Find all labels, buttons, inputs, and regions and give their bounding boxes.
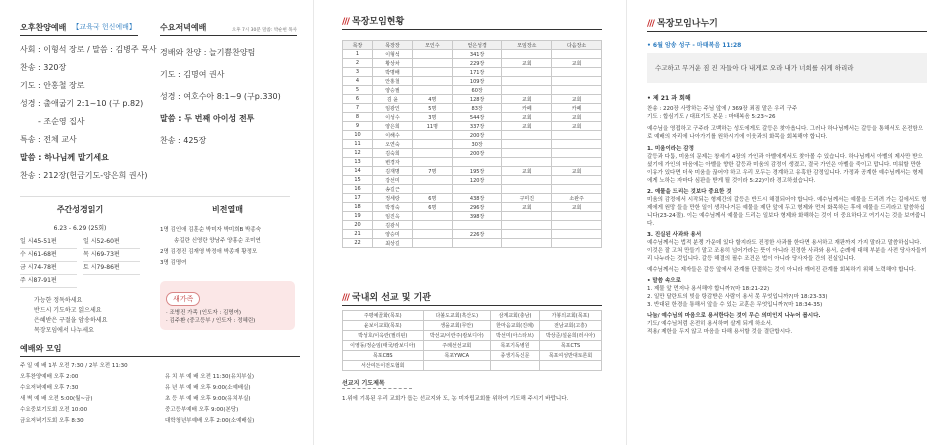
table-cell: 카페 [502, 104, 552, 113]
table-cell: 교회 [502, 122, 552, 131]
mission-cell: 주평예골화(목포) [343, 311, 424, 321]
table-row [343, 158, 602, 167]
table-cell [502, 239, 552, 248]
table-cell: 양승미 [373, 230, 413, 239]
bible-note: 가능한 정독하세요 [34, 297, 83, 304]
vision-fruit [160, 204, 295, 330]
table-cell: 4명 [412, 95, 452, 104]
table-cell: 김재명 [373, 167, 413, 176]
mission-row [343, 341, 602, 351]
mission-cell: 서산여든이전도협회 [343, 361, 424, 371]
bible-row: 금 시74-78편 [20, 262, 77, 275]
table-cell: 교회 [552, 167, 602, 176]
table-cell: 13 [343, 158, 373, 167]
bible-row: 토 시79-86편 [83, 262, 140, 275]
divider [20, 196, 290, 197]
mission-cell: 윤보이교회(목포) [343, 321, 424, 331]
cell-status-table [342, 40, 602, 248]
sharing-title [647, 16, 927, 32]
table-cell: 교회 [552, 95, 602, 104]
bible-row: 일 시52-60편 [83, 236, 140, 249]
point-title: 1. 미움이라는 감정 [647, 146, 694, 152]
newcomer-title: 새가족 [166, 292, 200, 306]
vision-line: 송길란 신영란 양남주 양홍순 조미연 [174, 238, 261, 244]
mission-cell [491, 361, 540, 371]
table-row [343, 176, 602, 185]
mission-cell: 생을교회(무안) [423, 321, 491, 331]
table-row [343, 194, 602, 203]
bible-row: 일 시45-51편 [20, 236, 77, 249]
table-cell [552, 50, 602, 59]
newcomer-box [160, 281, 295, 330]
table-cell: 15 [343, 176, 373, 185]
table-cell: 11 [343, 140, 373, 149]
table-cell [552, 185, 602, 194]
table-cell [412, 59, 452, 68]
title-stripes-icon: /// [647, 19, 654, 29]
prayer-section [342, 378, 602, 403]
mission-cell: 박선교/이란주(캄보디아) [423, 331, 491, 341]
table-cell [502, 140, 552, 149]
afternoon-service-tag: 【교육국 헌신예배】 [72, 23, 136, 31]
table-cell [412, 131, 452, 140]
table-cell [502, 212, 552, 221]
table-cell: 6명 [412, 194, 452, 203]
mission-cell: 전남교회(고흥) [540, 321, 602, 331]
table-cell: 17 [343, 194, 373, 203]
table-cell: 18 [343, 203, 373, 212]
table-cell [552, 176, 602, 185]
bible-note: 목장모임에서 나누세요 [34, 327, 94, 334]
mission-table [342, 310, 602, 371]
worship-schedule [20, 343, 300, 427]
table-cell [412, 140, 452, 149]
bible-reading-title: 주간성경읽기 [56, 205, 104, 214]
mission-cell: 목포CBS [343, 351, 424, 361]
table-cell: 9 [343, 122, 373, 131]
am-line: 찬송 : 212장(헌금기도-양은희 권사) [20, 171, 148, 180]
wednesday-service-title: 수요저녁예배 [160, 23, 207, 32]
table-cell [552, 77, 602, 86]
newcomer-line: · 김주환 (중고등부 / 인도자 : 정혜린) [166, 318, 256, 324]
col-header: 목장 [343, 41, 373, 50]
mission-row [343, 331, 602, 341]
worship-item: 유 년 부 예 배 오후 9:00(소예배실) [165, 385, 251, 391]
table-cell: 이해수 [373, 131, 413, 140]
table-cell: 11명 [412, 122, 452, 131]
table-cell: 83장 [452, 104, 502, 113]
table-cell [552, 131, 602, 140]
talk-item: 1. 제물 앞 먼저나 용서해야 합니까?(마 18:21-22) [647, 286, 770, 292]
table-cell [412, 149, 452, 158]
vision-line: 2명 김경진 김재영 박정애 박종재 황정모 [160, 249, 258, 255]
table-cell [452, 221, 502, 230]
table-cell: 카페 [552, 104, 602, 113]
table-cell [502, 131, 552, 140]
table-row [343, 221, 602, 230]
am-line: - 조순영 집사 [38, 117, 85, 126]
worship-item: 수요저녁예배 오후 7:30 [20, 385, 79, 391]
bible-note: 반드시 기도하고 읽으세요 [34, 307, 102, 314]
table-row [343, 203, 602, 212]
table-row [343, 59, 602, 68]
table-cell: 교회 [502, 113, 552, 122]
mission-title-text: 국내외 선교 및 기관 [352, 293, 431, 303]
worship-item: 대학청년부예배 오후 2:00(소예배실) [165, 418, 255, 424]
table-cell: 박정숙 [373, 203, 413, 212]
mission-cell: 종생기독신문 [491, 351, 540, 361]
wednesday-service [160, 22, 297, 152]
table-cell: 이성수 [373, 113, 413, 122]
table-row [343, 167, 602, 176]
table-cell: 4 [343, 77, 373, 86]
talk-item: 3. 반대된 한경을 통해서 앞을 수 있는 교훈은 무엇입니까?(마 18:34-35) [647, 302, 823, 308]
table-cell: 양은희 [373, 122, 413, 131]
mission-cell: 삼계교회(충남) [491, 311, 540, 321]
bible-note: 은혜받은 구절을 암송하세요 [34, 317, 108, 324]
table-cell: 21 [343, 230, 373, 239]
table-cell: 195장 [452, 167, 502, 176]
table-cell [412, 185, 452, 194]
table-cell: 337장 [452, 122, 502, 131]
table-cell: 황상차 [373, 59, 413, 68]
table-cell [412, 176, 452, 185]
mission-cell: 박상준/설윤희(러시아) [540, 331, 602, 341]
ref-line: 기도 : 합심기도 / 대표기도 본문 : 마태복음 5:23~26 [647, 114, 776, 120]
table-cell [552, 230, 602, 239]
title-stripes-icon: /// [342, 293, 349, 303]
table-cell: 438장 [452, 194, 502, 203]
wed-line: 성경 : 여호수아 8:1~9 (구p.330) [160, 92, 281, 101]
table-cell: 소완주 [552, 194, 602, 203]
wed-line: 말씀 : 두 번째 아이성 전투 [160, 114, 255, 123]
point-paragraph: 예수님께서는 제자들은 갈등 앞에서 관계를 단절하는 것이 아니라 깨어진 관계를 회복하기 위해 노력해야 합니다. [647, 267, 916, 273]
table-cell [502, 149, 552, 158]
table-cell: 200장 [452, 131, 502, 140]
cell-status-title [342, 14, 602, 30]
table-cell [552, 212, 602, 221]
newcomer-line: · 조병진 가족 (인도자 : 김명여) [166, 310, 242, 316]
table-cell: 6명 [412, 203, 452, 212]
table-cell: 2 [343, 59, 373, 68]
table-cell [502, 185, 552, 194]
table-cell: 398장 [452, 212, 502, 221]
table-cell [552, 158, 602, 167]
table-cell: 109장 [452, 77, 502, 86]
table-cell: 강선미 [373, 176, 413, 185]
table-row [343, 77, 602, 86]
am-line: 성경 : 출애굽기 2:1~10 (구 p.82) [20, 99, 144, 108]
col-header: 모인수 [412, 41, 452, 50]
am-line: 찬송 : 320장 [20, 63, 67, 72]
table-cell: 226장 [452, 230, 502, 239]
table-cell: 7 [343, 104, 373, 113]
col-header: 얻은성경 [452, 41, 502, 50]
table-cell: 10 [343, 131, 373, 140]
mission-row [343, 311, 602, 321]
bible-row: 목 시69-73편 [83, 249, 140, 262]
table-cell: 6 [343, 95, 373, 104]
wednesday-service-note: 오후 7시 30분 말씀: 박순현 목사 [231, 28, 297, 33]
point-title: 3. 진실된 사과와 용서 [647, 232, 702, 238]
memory-verse: 수고하고 무거운 짐 진 자들아 다 내게로 오라 내가 너희를 쉬게 하리라 [647, 53, 927, 83]
table-cell [552, 68, 602, 77]
table-cell: 60장 [452, 86, 502, 95]
table-cell: 22 [343, 239, 373, 248]
table-row [343, 212, 602, 221]
share-item: 나눔/ 예수님의 마음으로 용서한다는 것이 무슨 의미인지 나누어 봅시다. [647, 313, 821, 319]
mission-cell: 다볼도교회(흑산도) [423, 311, 491, 321]
verse-ref: • 6월 암송 성구 - 마태복음 11:28 [647, 42, 742, 49]
worship-item: 금요저녁기도회 오후 8:30 [20, 418, 84, 424]
vision-line: 1명 김인애 김훈순 박미자 박미희B 박종숙 [160, 227, 262, 233]
mission-cell: 가봉의교회(목포) [540, 311, 602, 321]
table-cell: 12 [343, 149, 373, 158]
table-cell [552, 149, 602, 158]
table-cell: 341장 [452, 50, 502, 59]
right-column [626, 0, 940, 445]
table-cell: 김광식 [373, 221, 413, 230]
table-row [343, 131, 602, 140]
table-cell: 변경자 [373, 158, 413, 167]
wed-line: 찬송 : 425장 [160, 136, 207, 145]
mission-cell [540, 361, 602, 371]
table-cell [412, 86, 452, 95]
mission-cell: 박성호/이옥란(필리핀) [343, 331, 424, 341]
am-line: 사회 : 이형석 장로 / 말씀 : 김병주 목사 [20, 45, 157, 54]
table-cell: 교회 [502, 203, 552, 212]
bible-reading-range: 6.23 - 6.29 (25회) [53, 225, 107, 232]
table-cell [502, 221, 552, 230]
table-cell: 교회 [502, 167, 552, 176]
table-cell [502, 68, 552, 77]
am-line: 기도 : 안홍철 장로 [20, 81, 85, 90]
point-title: 2. 예물을 드리는 것보다 중요한 것 [647, 189, 732, 195]
left-column [0, 0, 313, 445]
share-item: 적용/ 제한을 두지 않고 마음을 다해 용서할 것을 결단합시다. [647, 329, 793, 335]
table-cell [502, 77, 552, 86]
sharing-title-text: 목장모임나누기 [657, 19, 718, 29]
wed-line: 기도 : 김명여 권사 [160, 70, 225, 79]
table-row [343, 230, 602, 239]
table-cell [502, 86, 552, 95]
table-cell: 구미진 [502, 194, 552, 203]
table-cell: 3명 [412, 113, 452, 122]
table-row [343, 122, 602, 131]
mission-row [343, 321, 602, 331]
bible-row: 주 시87-91편 [20, 275, 77, 288]
bible-reading [20, 204, 140, 336]
afternoon-service [20, 22, 157, 185]
table-cell: 3 [343, 68, 373, 77]
table-cell [412, 221, 452, 230]
bible-row: 수 시61-68편 [20, 249, 77, 262]
table-cell: 7명 [412, 167, 452, 176]
prayer-title: 선교지 기도제목 [342, 378, 412, 389]
table-cell [552, 86, 602, 95]
table-cell [552, 239, 602, 248]
table-cell [412, 50, 452, 59]
table-cell: 교회 [552, 59, 602, 68]
title-stripes-icon: /// [342, 17, 349, 27]
table-row [343, 95, 602, 104]
col-header: 목장장 [373, 41, 413, 50]
table-cell: 30장 [452, 140, 502, 149]
mission-cell [423, 361, 491, 371]
table-row [343, 104, 602, 113]
table-cell: 박명배 [373, 68, 413, 77]
table-cell: 교회 [502, 59, 552, 68]
table-cell: 송길근 [373, 185, 413, 194]
col-header: 모임장소 [502, 41, 552, 50]
worship-item: 오후찬양예배 오후 2:00 [20, 374, 79, 380]
table-cell: 교회 [552, 113, 602, 122]
table-cell: 임진옥 [373, 212, 413, 221]
table-cell: 20 [343, 221, 373, 230]
mission-cell: 이영동/정순임(태국/캄보디아) [343, 341, 424, 351]
table-cell: 교회 [502, 95, 552, 104]
table-cell: 정세랑 [373, 194, 413, 203]
lesson-title: • 제 21 과 회해 [647, 95, 691, 102]
table-row [343, 86, 602, 95]
table-cell: 최상길 [373, 239, 413, 248]
prayer-text: 1.위에 기록된 우리 교회가 돕는 선교지와 도, 농 미자립교회를 위하여 기도해 주시기 바랍니다. [342, 396, 569, 402]
table-row [343, 239, 602, 248]
table-row [343, 149, 602, 158]
col-header: 다음장소 [552, 41, 602, 50]
worship-item: 중고등부예배 오후 9:00(본당) [165, 407, 239, 413]
worship-item: 유 치 부 예 배 오전 11:30(유치부실) [165, 374, 255, 380]
table-cell [412, 239, 452, 248]
table-cell: 296장 [452, 203, 502, 212]
table-cell: 양승필 [373, 86, 413, 95]
table-cell: 김 윤 [373, 95, 413, 104]
worship-title: 예배와 모임 [20, 343, 300, 357]
table-cell: 19 [343, 212, 373, 221]
intro-paragraph: 예수님을 영접하고 구주라 고백하는 성도에게도 갈등은 찾아옵니다. 그러나 하나님께서는 갈등을 통해서도 온전함으로 예배의 자리에 나아가기를 원하시기에 이웃과의 화목을 회복해야 합니다. [647, 126, 924, 140]
table-cell: 8 [343, 113, 373, 122]
table-cell [412, 158, 452, 167]
point-paragraph: 예수님께서는 법적 분쟁 가운데 있다 할지라도 진정한 사과를 한다면 용서하고 재판까지 가지 말라고 말씀하십니다. 이것은 잘 고쳐 만들기 말고 조용히 넘어가라는 뜻이 아니라 진정한 사과와 용서, 순례에 대해 부분을 사전 당사자들끼리 나누라는 것입니다. 갈등 해결의 필수 조건은 법이 아니라 당사자들 간의 진실입니다. [647, 240, 927, 262]
table-cell: 544장 [452, 113, 502, 122]
mission-cell: 주례선선교회 [423, 341, 491, 351]
table-row [343, 185, 602, 194]
worship-item: 새 벽 예 배 오전 5:00(월~금) [20, 396, 93, 402]
hymn-line: 찬송 : 220장 사랑하는 주님 앞에 / 369장 죄짐 맡은 우리 구주 [647, 106, 798, 112]
table-cell: 5 [343, 86, 373, 95]
table-cell [452, 185, 502, 194]
worship-item: 주 일 예 배 1부 오전 7:30 / 2부 오전 11:30 [20, 363, 128, 369]
table-cell [502, 230, 552, 239]
mission-row [343, 361, 602, 371]
afternoon-service-title: 오후찬양예배 [20, 23, 67, 32]
table-cell: 교회 [552, 122, 602, 131]
table-cell: 120장 [452, 176, 502, 185]
mission-cell: 목포YWCA [423, 351, 491, 361]
table-row [343, 68, 602, 77]
table-cell [502, 158, 552, 167]
worship-item: 수요중보기도회 오전 10:00 [20, 407, 88, 413]
table-cell [552, 140, 602, 149]
table-cell: 김숙희 [373, 149, 413, 158]
table-cell: 이형석 [373, 50, 413, 59]
am-line: 말씀 : 하나님께 맡기세요 [20, 153, 109, 162]
mission-title [342, 290, 602, 306]
worship-item: 초 등 부 예 배 오후 9:00(유치부실) [165, 396, 251, 402]
table-cell: 5명 [412, 104, 452, 113]
mission-cell: 박선미(아스타브) [491, 331, 540, 341]
table-cell [412, 212, 452, 221]
table-cell: 교회 [552, 203, 602, 212]
table-row [343, 140, 602, 149]
mission-cell: 한마음교회(진례) [491, 321, 540, 331]
cell-status-title-text: 목장모임현황 [352, 17, 405, 27]
table-row [343, 113, 602, 122]
middle-column [313, 0, 626, 445]
talk-item: 2. 일만 달란트의 빚을 탕감받은 사람이 용서 못 무엇입니까?(마 18:23-33) [647, 294, 828, 300]
talk-title: • 말씀 속으로 [647, 278, 681, 284]
table-cell [452, 158, 502, 167]
point-paragraph: 미움의 감정에서 시작되는 형제간의 갈등은 반드시 해결되어야 합니다. 예수님께서는 예물을 드리려 가는 길에서도 형제에게 원망 들을 만한 일이 생각나거든 예물을 제단 앞에 두고 형제와 먼저 화목하는 후에 예물을 드리라고 말씀하십니다(23-24절). 이는 예수님께서 예물을 드리는 일보다 형제와 화해하는 것이 더 중요하다고 여기시는 것을 보여줍니다. [647, 197, 927, 227]
table-cell: 128장 [452, 95, 502, 104]
am-line: 특송 : 전체 교사 [20, 135, 77, 144]
table-cell: 171장 [452, 68, 502, 77]
table-cell [452, 239, 502, 248]
wed-line: 경배와 찬양 : 늘기쁨찬양팀 [160, 48, 256, 57]
table-cell [502, 176, 552, 185]
table-cell [412, 68, 452, 77]
table-cell: 229장 [452, 59, 502, 68]
point-paragraph: 갈등과 다툼, 미움의 문제는 창세기 4장의 가인과 아벨에게서도 찾아볼 수 있습니다. 하나님께서 아벨의 제사만 받으셨기에 가인의 마음에는 아벨을 향한 갈등과 미움의 감정이 생겼고, 결국 가인은 아벨을 죽이고 맙니다. 미워할 만한 이유가 있다면 더욱 미움을 끊어야 하고 우리 모두는 경계하고 유혹한 감정입니다. 가정과 공계한 예수님께서는 형제에게 노하는 자마다 심판을 받게 될 것이라 5:22)이라 경고하셨습니다. [647, 154, 923, 184]
table-cell [412, 230, 452, 239]
table-cell: 14 [343, 167, 373, 176]
table-cell [502, 50, 552, 59]
mission-cell: 목포기독병원 [491, 341, 540, 351]
table-cell: 안홍철 [373, 77, 413, 86]
table-cell: 1 [343, 50, 373, 59]
mission-row [343, 351, 602, 361]
table-row [343, 50, 602, 59]
table-cell [552, 221, 602, 230]
mission-cell: 목포CTS [540, 341, 602, 351]
table-cell [412, 77, 452, 86]
share-item: 기도/ 예수님처럼 온전히 용서하며 살게 되게 하소서. [647, 321, 773, 327]
vision-line: 3명 김명여 [160, 260, 187, 266]
table-cell: 오연숙 [373, 140, 413, 149]
table-cell: 200장 [452, 149, 502, 158]
table-cell: 16 [343, 185, 373, 194]
mission-cell: 목포여성반대토론회 [540, 351, 602, 361]
vision-fruit-title: 비전열매 [212, 205, 243, 214]
table-cell: 임광인 [373, 104, 413, 113]
